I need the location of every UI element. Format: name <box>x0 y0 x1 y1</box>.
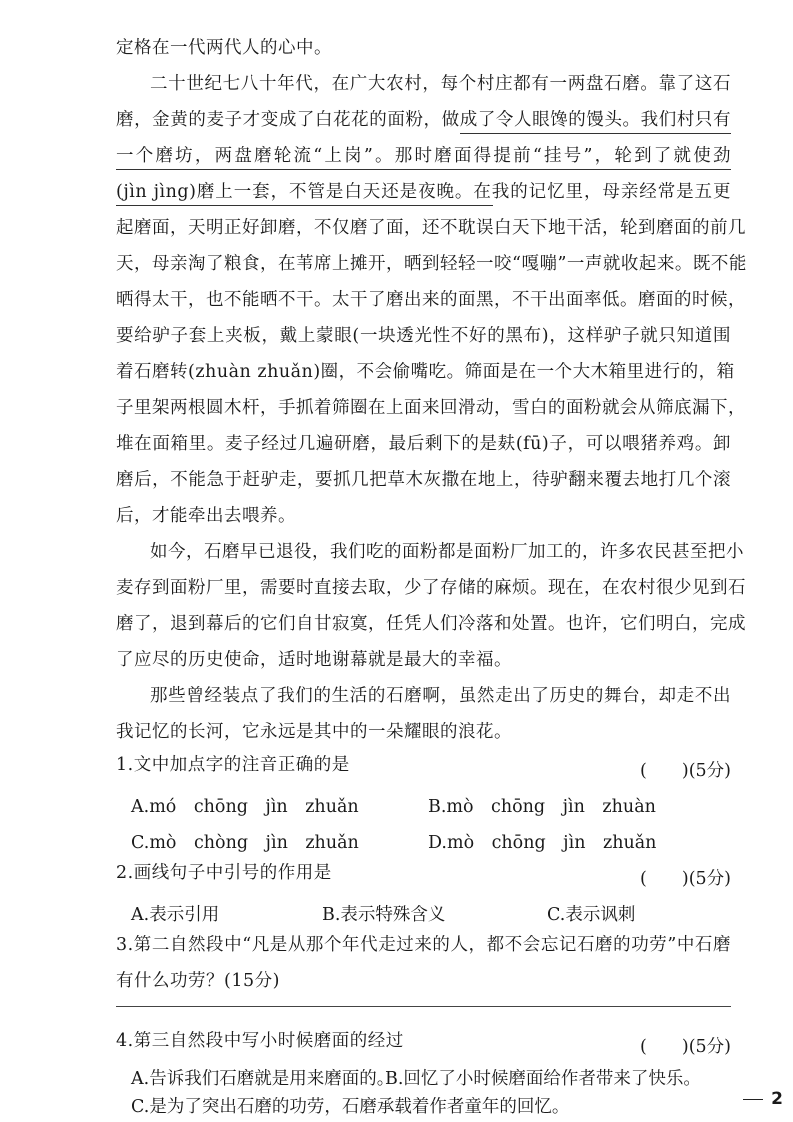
passage-line-14: 后，才能牵出去喂养。 <box>116 506 296 526</box>
question-2-stem: 2.画线句子中引号的作用是 <box>116 863 332 883</box>
sentence-underline-3 <box>116 205 493 206</box>
question-2-option-c: C.表示讽刺 <box>547 905 636 925</box>
passage-line-5: (jìn jìng)磨上一套，不管是白天还是夜晚。在我的记忆里，母亲经常是五更 <box>116 182 731 202</box>
sentence-underline-2 <box>116 169 731 170</box>
question-4-points: ( )(5分) <box>640 1037 731 1057</box>
question-1-stem: 1.文中加点字的注音正确的是 <box>116 755 350 775</box>
question-2-option-b: B.表示特殊含义 <box>322 905 446 925</box>
question-2-option-a: A.表示引用 <box>131 905 220 925</box>
passage-line-12: 堆在面箱里。麦子经过几遍研磨，最后剩下的是麸(fū)子，可以喂猪养鸡。卸 <box>116 434 731 454</box>
passage-line-1: 定格在一代两代人的心中。 <box>116 38 332 58</box>
passage-line-4: 一个磨坊，两盘磨轮流“上岗”。那时磨面得提前“挂号”，轮到了就使劲 <box>116 146 731 166</box>
question-1-option-c: C.mò chòng jìn zhuǎn <box>131 833 359 853</box>
passage-line-13: 磨后，不能急于赶驴走，要抓几把草木灰撒在地上，待驴翻来覆去地打几个滚 <box>116 470 731 490</box>
passage-line-8: 晒得太干，也不能晒不干。太干了磨出来的面黑，不干出面率低。磨面的时候， <box>116 290 746 310</box>
passage-line-18: 了应尽的历史使命，适时地谢幕就是最大的幸福。 <box>116 650 512 670</box>
question-2-points: ( )(5分) <box>640 869 731 889</box>
question-1-points: ( )(5分) <box>640 761 731 781</box>
question-1-option-a: A.mó chōng jìn zhuǎn <box>131 797 359 817</box>
passage-line-9: 要给驴子套上夹板，戴上蒙眼(一块透光性不好的黑布)，这样驴子就只知道围 <box>116 326 731 346</box>
passage-line-17: 磨了，退到幕后的它们自甘寂寞，任凭人们冷落和处置。也许，它们明白，完成 <box>116 614 746 634</box>
question-4-option-c: C.是为了突出石磨的功劳，石磨承载着作者童年的回忆。 <box>131 1097 570 1117</box>
passage-line-7: 天，母亲淘了粮食，在苇席上摊开，晒到轻轻一咬“嘎嘣”一声就收起来。既不能 <box>116 254 747 274</box>
passage-line-6: 起磨面，天明正好卸磨，不仅磨了面，还不耽误白天下地干活，轮到磨面的前几 <box>116 218 746 238</box>
question-3-line-1: 3.第二自然段中“凡是从那个年代走过来的人，都不会忘记石磨的功劳”中石磨 <box>116 935 731 955</box>
passage-line-20: 我记忆的长河，它永远是其中的一朵耀眼的浪花。 <box>116 722 512 742</box>
passage-line-19: 那些曾经装点了我们的生活的石磨啊，虽然走出了历史的舞台，却走不出 <box>150 686 731 706</box>
passage-line-10: 着石磨转(zhuàn zhuǎn)圈，不会偷嘴吃。筛面是在一个大木箱里进行的，箱 <box>116 362 735 382</box>
passage-line-11: 子里架两根圆木杆，手抓着筛圈在上面来回滑动，雪白的面粉就会从筛底漏下， <box>116 398 746 418</box>
question-1-option-b: B.mò chōng jìn zhuàn <box>428 797 656 817</box>
passage-line-2: 二十世纪七八十年代，在广大农村，每个村庄都有一两盘石磨。靠了这石 <box>150 74 731 94</box>
passage-line-15: 如今，石磨早已退役，我们吃的面粉都是面粉厂加工的，许多农民甚至把小 <box>150 542 744 562</box>
question-4-option-a: A.告诉我们石磨就是用来磨面的。 <box>131 1069 395 1089</box>
question-4-option-b: B.回忆了小时候磨面给作者带来了快乐。 <box>385 1069 701 1089</box>
question-3-line-2: 有什么功劳？(15分) <box>116 971 280 991</box>
page-number: 2 <box>771 1089 783 1109</box>
passage-line-16: 麦存到面粉厂里，需要时直接去取，少了存储的麻烦。现在，在农村很少见到石 <box>116 578 746 598</box>
question-3-answer-line[interactable] <box>116 1006 731 1007</box>
question-4-stem: 4.第三自然段中写小时候磨面的经过 <box>116 1031 404 1051</box>
sentence-underline-1 <box>460 133 731 134</box>
passage-line-3: 磨，金黄的麦子才变成了白花花的面粉，做成了令人眼馋的馒头。我们村只有 <box>116 110 731 130</box>
question-1-option-d: D.mò chōng jìn zhuǎn <box>428 833 657 853</box>
